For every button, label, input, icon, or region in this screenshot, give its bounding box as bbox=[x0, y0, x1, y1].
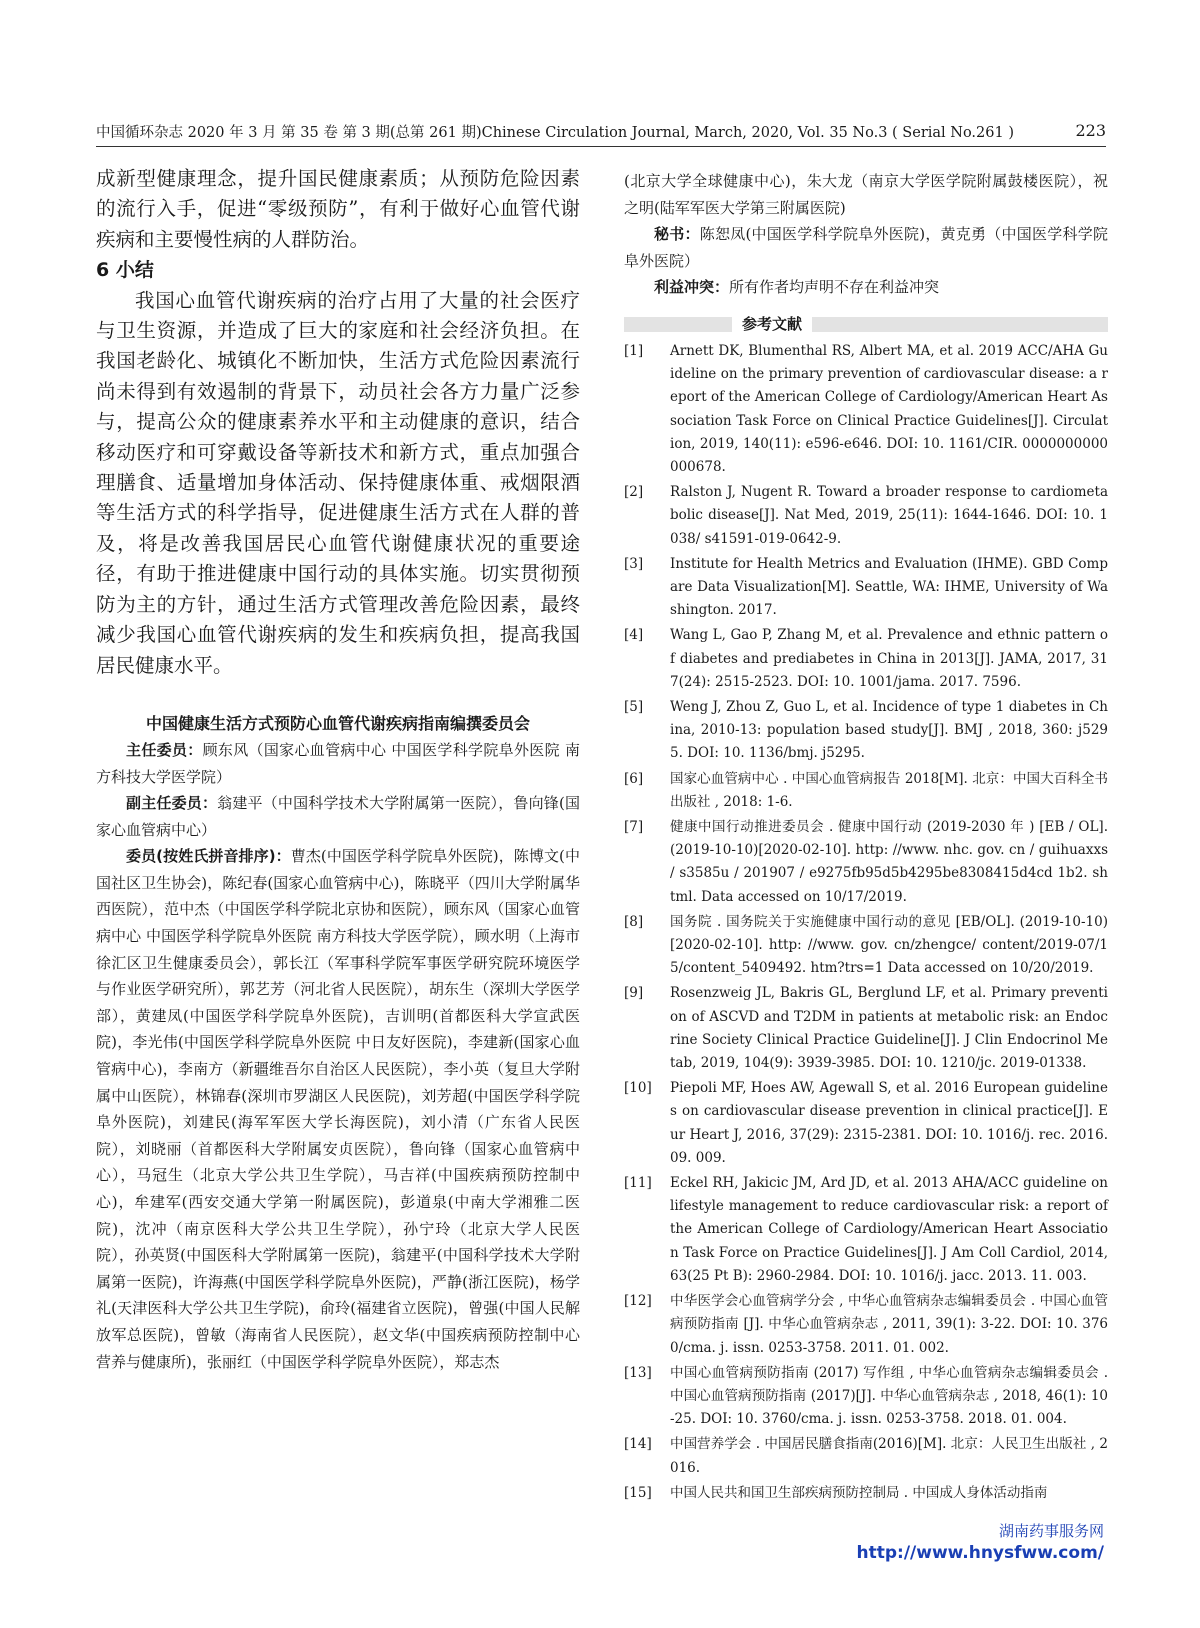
watermark-site-name: 湖南药事服务网 bbox=[998, 1522, 1104, 1540]
page-number: 223 bbox=[1075, 121, 1106, 140]
reference-item bbox=[624, 816, 1108, 909]
reference-text: Ralston J, Nugent R. Toward a broader response to cardiometabolic disease[J]. Nat Med, 2019, 25(11): 1644-1646. DOI: 10. 1038/ s41591-019-0642-9. bbox=[670, 484, 1108, 547]
reference-text: Weng J, Zhou Z, Guo L, et al. Incidence of type 1 diabetes in China, 2010-13: population based study[J]. BMJ , 2018, 360: j5295. DOI: 10. 1136/bmj. j5295. bbox=[670, 699, 1108, 762]
reference-text: Piepoli MF, Hoes AW, Agewall S, et al. 2016 European guidelines on cardiovascular disease prevention in clinical practice[J]. Eur Heart J, 2016, 37(29): 2315-2381. DOI: 10. 1016/j. rec. 2016. 09. 009. bbox=[670, 1080, 1108, 1166]
conflict-text: 所有作者均声明不存在利益冲突 bbox=[729, 278, 940, 297]
committee-members bbox=[96, 843, 580, 1375]
reference-item bbox=[624, 1482, 1108, 1505]
reference-text: 国家心血管病中心 . 中国心血管病报告 2018[M]. 北京：中国大百科全书出版社 , 2018: 1-6. bbox=[670, 770, 1108, 810]
reference-item bbox=[624, 624, 1108, 694]
members-label: 委员(按姓氏拼音排序)： bbox=[126, 847, 291, 866]
reference-number: [1] bbox=[624, 342, 644, 359]
chair-text: 顾东风（国家心血管病中心 中国医学科学院阜外医院 南方科技大学医学院） bbox=[96, 740, 580, 786]
conflict-of-interest bbox=[624, 274, 1108, 301]
reference-item bbox=[624, 1290, 1108, 1360]
members-text: 曹杰(中国医学科学院阜外医院)，陈博文(中国社区卫生协会)，陈纪春(国家心血管病中心)，陈晓平（四川大学附属华西医院），范中杰（中国医学科学院北京协和医院），顾东风（国家心血管病中心 中国医学科学院阜外医院 南方科技大学医学院），顾水明（上海市徐汇区卫生健康委员会），郭长江（军事科学院军事医学研究院环境医学与作业医学研究所），郭艺芳（河北省人民医院），胡东生（深圳大学医学部），黄建凤(中国医学科学院阜外医院)，吉训明(首都医科大学宣武医院)，李光伟(中国医学科学院阜外医院 中日友好医院)，李建新(国家心血管病中心)，李南方（新疆维吾尔自治区人民医院），李小英（复旦大学附属中山医院），林锦春(深圳市罗湖区人民医院)，刘芳超(中国医学科学院阜外医院)，刘建民(海军军医大学长海医院)，刘小清（广东省人民医院），刘晓丽（首都医科大学附属安贞医院），鲁向锋（国家心血管病中心），马冠生（北京大学公共卫生学院），马吉祥(中国疾病预防控制中心)，牟建军(西安交通大学第一附属医院)，彭道泉(中南大学湘雅二医院)，沈冲（南京医科大学公共卫生学院），孙宁玲（北京大学人民医院），孙英贤(中国医科大学附属第一医院)，翁建平(中国科学技术大学附属第一医院)，许海燕(中国医学科学院阜外医院)，严静(浙江医院)，杨学礼(天津医科大学公共卫生学院)，俞玲(福建省立医院)，曾强(中国人民解放军总医院)，曾敏（海南省人民医院），赵文华(中国疾病预防控制中心营养与健康所)，张丽红（中国医学科学院阜外医院），郑志杰 bbox=[96, 847, 580, 1371]
reference-item bbox=[624, 1172, 1108, 1288]
reference-text: 中国营养学会 . 中国居民膳食指南(2016)[M]. 北京：人民卫生出版社 , 2016. bbox=[670, 1436, 1108, 1476]
left-column bbox=[96, 164, 580, 1375]
reference-text: 中国心血管病预防指南 (2017) 写作组 , 中华心血管病杂志编辑委员会 . 中国心血管病预防指南 (2017)[J]. 中华心血管病杂志 , 2018, 46(1): 10-25. DOI: 10. 3760/cma. j. issn. 0253-3758. 2018. 01. 004. bbox=[670, 1364, 1108, 1428]
summary-paragraph: 我国心血管代谢疾病的治疗占用了大量的社会医疗与卫生资源，并造成了巨大的家庭和社会经济负担。在我国老龄化、城镇化不断加快，生活方式危险因素流行尚未得到有效遏制的背景下，动员社会各方力量广泛参与，提高公众的健康素养水平和主动健康的意识，结合移动医疗和可穿戴设备等新技术和新方式，重点加强合理膳食、适量增加身体活动、保持健康体重、戒烟限酒等生活方式的科学指导，促进健康生活方式在人群的普及，将是改善我国居民心血管代谢健康状况的重要途径，有助于推进健康中国行动的具体实施。切实贯彻预防为主的方针，通过生活方式管理改善危险因素，最终减少我国心血管代谢疾病的发生和疾病负担，提高我国居民健康水平。 bbox=[96, 288, 580, 677]
secretary-label: 秘书： bbox=[654, 225, 700, 244]
reference-item bbox=[624, 481, 1108, 551]
journal-header-title: 中国循环杂志 2020 年 3 月 第 35 卷 第 3 期(总第 261 期)Chinese Circulation Journal, March, 2020, Vol. 35 No.3 ( Serial No.261 ) bbox=[96, 125, 1014, 141]
reference-number: [7] bbox=[624, 819, 644, 836]
reference-text: Eckel RH, Jakicic JM, Ard JD, et al. 2013 AHA/ACC guideline on lifestyle management to reduce cardiovascular risk: a report of the American College of Cardiology/American Heart Association Task Force on Practice Guidelines[J]. J Am Coll Cardiol, 2014, 63(25 Pt B): 2960-2984. DOI: 10. 1016/j. jacc. 2013. 11. 003. bbox=[670, 1175, 1108, 1284]
secretary-text: 陈恕凤(中国医学科学院阜外医院)，黄克勇（中国医学科学院阜外医院） bbox=[624, 225, 1108, 270]
intro-paragraph: 成新型健康理念，提升国民健康素质；从预防危险因素的流行入手，促进“零级预防”，有利于做好心血管代谢疾病和主要慢性病的人群防治。 bbox=[96, 167, 580, 251]
reference-text: 中国人民共和国卫生部疾病预防控制局 . 中国成人身体活动指南 bbox=[670, 1484, 1048, 1501]
reference-text: Wang L, Gao P, Zhang M, et al. Prevalence and ethnic pattern of diabetes and prediabetes in China in 2013[J]. JAMA, 2017, 317(24): 2515-2523. DOI: 10. 1001/jama. 2017. 7596. bbox=[670, 627, 1108, 690]
secretary bbox=[624, 221, 1108, 274]
right-column bbox=[624, 168, 1108, 1507]
reference-number: [15] bbox=[624, 1484, 652, 1501]
reference-text: Arnett DK, Blumenthal RS, Albert MA, et al. 2019 ACC/AHA Guideline on the primary prevention of cardiovascular disease: a report of the American College of Cardiology/American Heart Association Task Force on Clinical Practice Guidelines[J]. Circulation, 2019, 140(11): e596-e646. DOI: 10. 1161/CIR. 0000000000000678. bbox=[670, 342, 1108, 475]
committee-members-continued: (北京大学全球健康中心)，朱大龙（南京大学医学院附属鼓楼医院），祝之明(陆军军医大学第三附属医院) bbox=[624, 172, 1108, 217]
committee-chair bbox=[96, 737, 580, 790]
reference-number: [8] bbox=[624, 913, 644, 930]
vice-chair-label: 副主任委员： bbox=[126, 794, 218, 813]
reference-item bbox=[624, 982, 1108, 1075]
watermark-site-url[interactable]: http://www.hnysfww.com/ bbox=[856, 1543, 1104, 1563]
reference-number: [6] bbox=[624, 770, 644, 787]
reference-text: Institute for Health Metrics and Evaluation (IHME). GBD Compare Data Visualization[M]. Seattle, WA: IHME, University of Washington. 2017. bbox=[670, 555, 1108, 619]
header-rule bbox=[96, 146, 1106, 147]
reference-text: Rosenzweig JL, Bakris GL, Berglund LF, et al. Primary prevention of ASCVD and T2DM in patients at metabolic risk: an Endocrine Society Clinical Practice Guideline[J]. J Clin Endocrinol Metab, 2019, 104(9): 3939-3985. DOI: 10. 1210/jc. 2019-01338. bbox=[670, 985, 1108, 1072]
reference-number: [4] bbox=[624, 627, 644, 644]
reference-number: [13] bbox=[624, 1364, 652, 1381]
committee-vice-chair bbox=[96, 790, 580, 843]
reference-number: [12] bbox=[624, 1293, 652, 1310]
reference-number: [11] bbox=[624, 1175, 652, 1192]
reference-text: 国务院 . 国务院关于实施健康中国行动的意见 [EB/OL]. (2019-10-10)[2020-02-10]. http: //www. gov. cn/zhengce/ content/2019-07/15/content_5409492. htm?trs=1 Data accessed on 10/20/2019. bbox=[670, 913, 1108, 977]
reference-item bbox=[624, 1433, 1108, 1479]
committee-title: 中国健康生活方式预防心血管代谢疾病指南编撰委员会 bbox=[145, 713, 530, 733]
reference-text: 中华医学会心血管病学分会 , 中华心血管病杂志编辑委员会 . 中国心血管病预防指南 [J]. 中华心血管病杂志 , 2011, 39(1): 3-22. DOI: 10. 3760/cma. j. issn. 0253-3758. 2011. 01. 002. bbox=[670, 1293, 1108, 1356]
conflict-label: 利益冲突： bbox=[654, 278, 730, 297]
chair-label: 主任委员： bbox=[126, 740, 203, 759]
reference-number: [3] bbox=[624, 555, 644, 572]
watermark bbox=[857, 1520, 1105, 1564]
references-heading: 参考文献 bbox=[732, 314, 812, 334]
reference-item bbox=[624, 1077, 1108, 1170]
reference-list bbox=[624, 340, 1108, 1505]
reference-text: 健康中国行动推进委员会 . 健康中国行动 (2019-2030 年 ) [EB / OL]. (2019-10-10)[2020-02-10]. http: //www. nhc. gov. cn / guihuaxxs / s3585u / 201907 / e9275fb95d5b4295be8308415d4cd 1b2. shtml. Data accessed on 10/17/2019. bbox=[670, 819, 1108, 905]
section-heading: 6 小结 bbox=[96, 259, 154, 282]
vice-chair-text: 翁建平（中国科学技术大学附属第一医院），鲁向锋(国家心血管病中心） bbox=[96, 794, 580, 839]
reference-number: [14] bbox=[624, 1436, 652, 1453]
reference-item bbox=[624, 340, 1108, 479]
reference-item bbox=[624, 553, 1108, 623]
reference-number: [2] bbox=[624, 484, 644, 501]
reference-number: [9] bbox=[624, 985, 644, 1002]
reference-item bbox=[624, 1362, 1108, 1432]
reference-item bbox=[624, 911, 1108, 981]
references-heading-bar bbox=[624, 314, 1108, 333]
reference-item bbox=[624, 696, 1108, 766]
reference-number: [5] bbox=[624, 699, 644, 716]
reference-number: [10] bbox=[624, 1080, 652, 1097]
reference-item bbox=[624, 768, 1108, 814]
